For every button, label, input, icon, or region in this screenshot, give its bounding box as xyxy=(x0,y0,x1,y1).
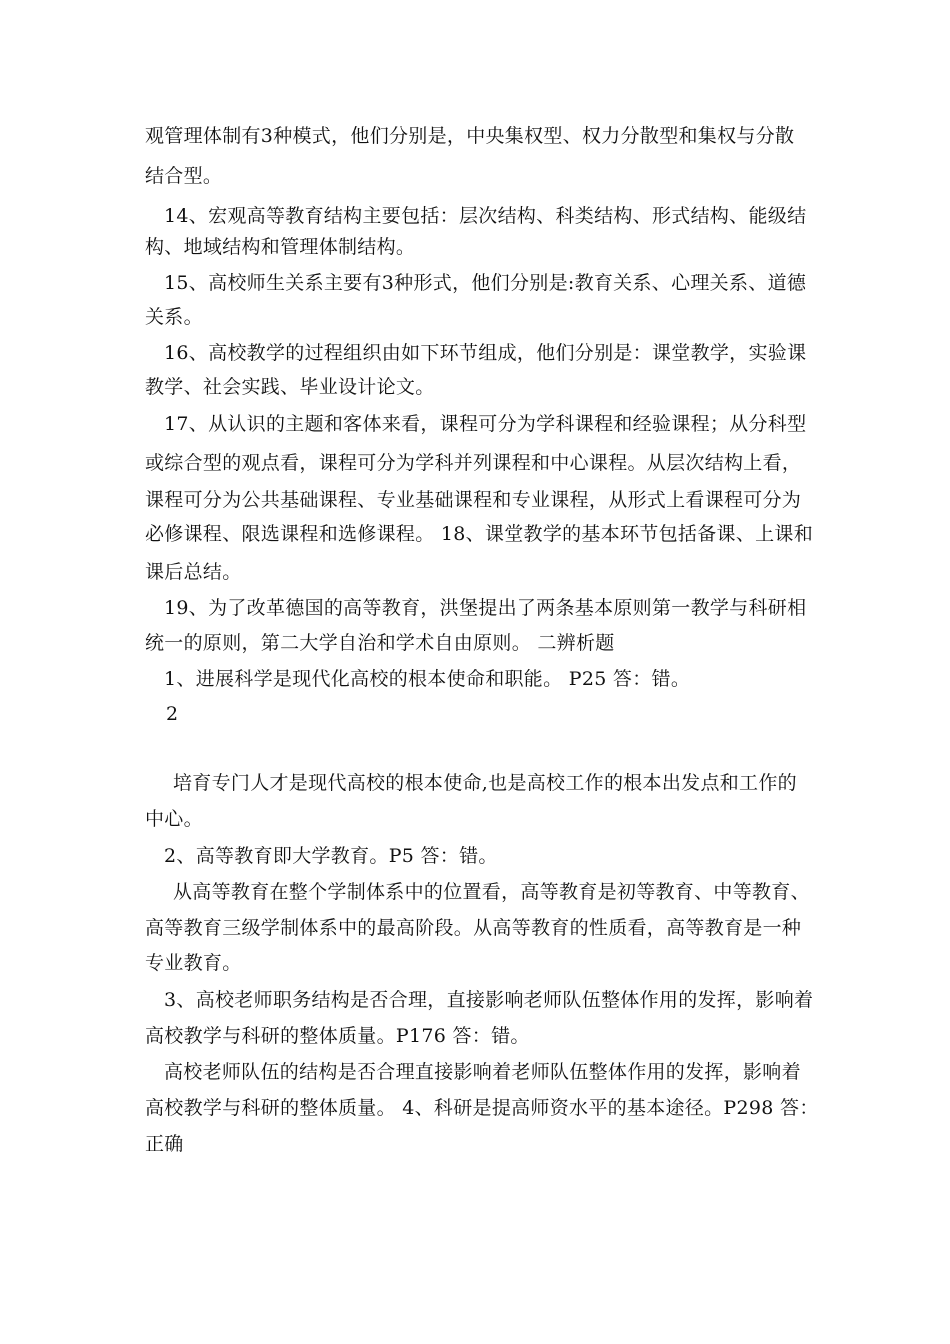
text-line: 19、为了改革德国的高等教育，洪堡提出了两条基本原则第一教学与科研相 xyxy=(164,597,807,619)
text-line: 2、高等教育即大学教育。P5 答：错。 xyxy=(164,845,498,867)
text-line: 关系。 xyxy=(145,306,203,328)
text-line: 高等教育三级学制体系中的最高阶段。从高等教育的性质看，高等教育是一种 xyxy=(145,917,802,939)
text-line: 15、高校师生关系主要有3种形式，他们分别是:教育关系、心理关系、道德 xyxy=(164,272,807,294)
text-line: 必修课程、限选课程和选修课程。 18、课堂教学的基本环节包括备课、上课和 xyxy=(145,523,814,545)
page-number: 2 xyxy=(166,703,179,725)
text-line: 或综合型的观点看，课程可分为学科并列课程和中心课程。从层次结构上看， xyxy=(145,452,802,474)
text-line: 17、从认识的主题和客体来看，课程可分为学科课程和经验课程；从分科型 xyxy=(164,413,807,435)
text-line: 构、地域结构和管理体制结构。 xyxy=(145,236,416,258)
text-line: 课程可分为公共基础课程、专业基础课程和专业课程，从形式上看课程可分为 xyxy=(145,489,802,511)
text-line: 教学、社会实践、毕业设计论文。 xyxy=(145,376,435,398)
text-line: 14、宏观高等教育结构主要包括：层次结构、科类结构、形式结构、能级结 xyxy=(164,205,807,227)
text-line: 培育专门人才是现代高校的根本使命,也是高校工作的根本出发点和工作的 xyxy=(173,772,797,794)
text-line: 统一的原则，第二大学自治和学术自由原则。 二辨析题 xyxy=(145,632,615,654)
text-line: 观管理体制有3种模式，他们分别是，中央集权型、权力分散型和集权与分散 xyxy=(145,125,795,147)
text-line: 正确 xyxy=(145,1133,184,1155)
text-line: 从高等教育在整个学制体系中的位置看，高等教育是初等教育、中等教育、 xyxy=(173,881,810,903)
text-line: 1、进展科学是现代化高校的根本使命和职能。 P25 答：错。 xyxy=(164,668,691,690)
text-line: 专业教育。 xyxy=(145,952,242,974)
text-line: 3、高校老师职务结构是否合理，直接影响老师队伍整体作用的发挥，影响着 xyxy=(164,989,814,1011)
text-line: 高校老师队伍的结构是否合理直接影响着老师队伍整体作用的发挥，影响着 xyxy=(164,1061,801,1083)
text-line: 16、高校教学的过程组织由如下环节组成，他们分别是：课堂教学，实验课 xyxy=(164,342,807,364)
text-line: 中心。 xyxy=(145,808,203,830)
text-line: 课后总结。 xyxy=(145,561,242,583)
text-line: 高校教学与科研的整体质量。P176 答：错。 xyxy=(145,1025,530,1047)
text-line: 结合型。 xyxy=(145,165,223,187)
text-line: 高校教学与科研的整体质量。 4、科研是提高师资水平的基本途径。P298 答： xyxy=(145,1097,819,1119)
